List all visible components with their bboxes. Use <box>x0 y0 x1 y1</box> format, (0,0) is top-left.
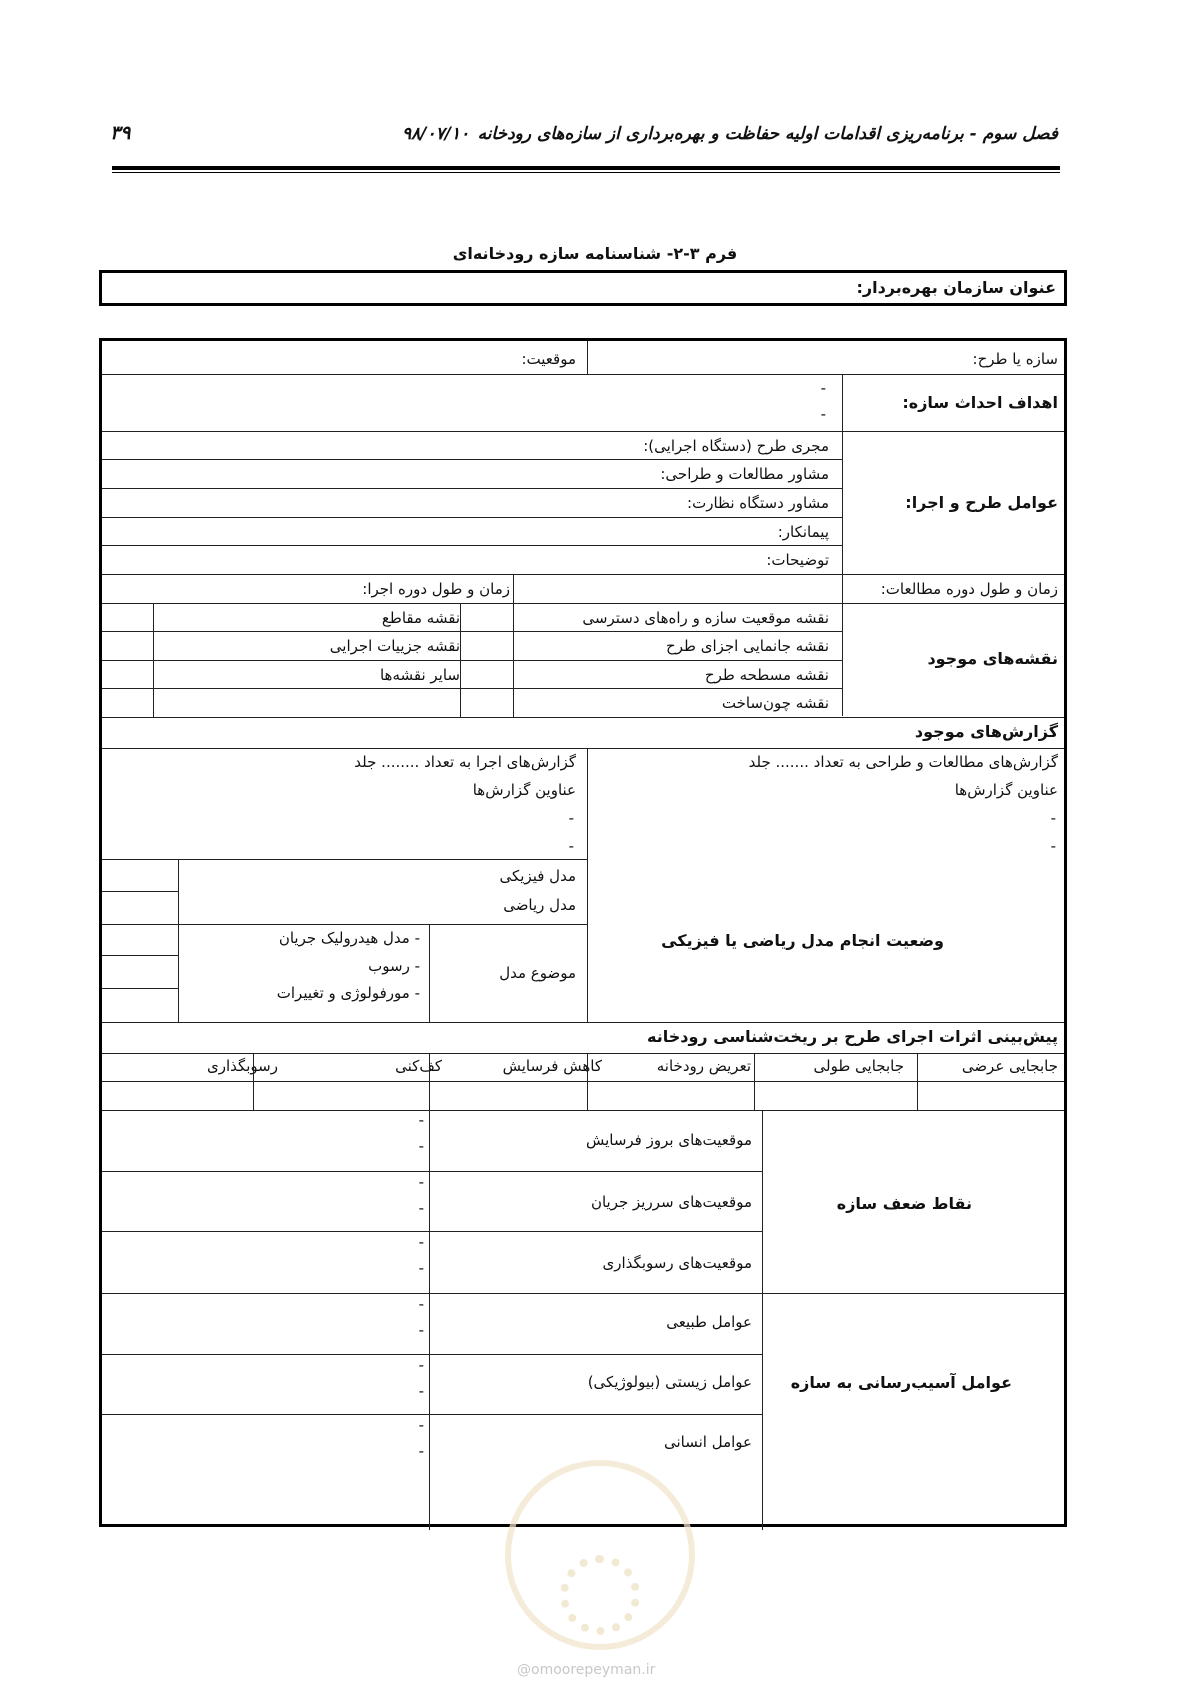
goal-dash: - <box>820 379 826 397</box>
pred-col-deposition: رسوبگذاری <box>206 1057 278 1075</box>
divider <box>102 891 179 892</box>
weak-dash: - <box>418 1233 424 1251</box>
divider <box>762 1110 763 1530</box>
divider <box>917 1053 918 1110</box>
agent-consultant-supervision: مشاور دستگاه نظارت: <box>687 494 829 512</box>
weak-dash: - <box>418 1199 424 1217</box>
weak-label: نقاط ضعف سازه <box>836 1194 972 1213</box>
damage-dash: - <box>418 1295 424 1313</box>
agent-notes: توضیحات: <box>766 551 829 569</box>
reports-label: گزارش‌های موجود <box>914 722 1058 741</box>
weak-overflow: موقعیت‌های سرریز جریان <box>590 1193 752 1211</box>
divider <box>429 1053 430 1110</box>
divider <box>102 859 588 860</box>
divider <box>429 924 430 1022</box>
map-sections: نقشه مقاطع <box>381 609 460 627</box>
location-label: موقعیت: <box>521 350 576 368</box>
watermark-url: @omoorepeyman.ir <box>517 1662 656 1678</box>
agent-contractor: پیمانکار: <box>777 523 829 541</box>
damage-dash: - <box>418 1442 424 1460</box>
divider <box>102 955 179 956</box>
pred-col-lateral: جابجایی عرضی <box>961 1057 1058 1075</box>
divider <box>253 1053 254 1110</box>
damage-natural: عوامل طبیعی <box>666 1313 752 1331</box>
structure-label: سازه یا طرح: <box>972 350 1058 368</box>
divider <box>102 374 1064 375</box>
divider <box>102 1053 1064 1054</box>
divider <box>178 859 179 1022</box>
pred-col-scour: کف‌کنی <box>395 1057 442 1075</box>
agents-label: عوامل طرح و اجرا: <box>905 493 1058 512</box>
divider <box>102 545 842 546</box>
weak-erosion: موقعیت‌های بروز فرسایش <box>585 1131 752 1149</box>
agent-executor: مجری طرح (دستگاه اجرایی): <box>643 437 829 455</box>
map-asbuilt: نقشه چون‌ساخت <box>721 694 829 712</box>
divider <box>587 748 588 859</box>
report-dash: - <box>568 837 574 855</box>
watermark-gear-icon <box>560 1555 640 1635</box>
map-location: نقشه موقعیت سازه و راه‌های دسترسی <box>582 609 829 627</box>
form-sheet <box>99 338 1067 1527</box>
divider <box>429 1110 430 1530</box>
org-title: عنوان سازمان بهره‌بردار: <box>856 278 1056 297</box>
map-layout: نقشه جانمایی اجزای طرح <box>666 637 829 655</box>
prediction-label: پیش‌بینی اثرات اجرای طرح بر ریخت‌شناسی رودخانه <box>647 1027 1058 1046</box>
report-titles-right: عناوین گزارش‌ها <box>954 781 1058 799</box>
study-time-label: زمان و طول دوره مطالعات: <box>880 580 1058 598</box>
page-date: ۹۸/۰۷/۱۰ <box>402 124 470 144</box>
map-plan: نقشه مسطحه طرح <box>704 666 829 684</box>
damage-human: عوامل انسانی <box>663 1433 752 1451</box>
physical-model: مدل فیزیکی <box>499 867 576 885</box>
model-status-label: وضعیت انجام مدل ریاضی یا فیزیکی <box>661 931 944 950</box>
divider <box>754 1053 755 1110</box>
divider <box>513 574 514 717</box>
divider <box>102 717 1064 718</box>
map-details: نقشه جزییات اجرایی <box>329 637 460 655</box>
header-rule <box>112 166 1060 170</box>
divider <box>102 924 588 925</box>
divider <box>102 1171 763 1172</box>
report-titles-left: عناوین گزارش‌ها <box>472 781 576 799</box>
divider <box>102 1354 763 1355</box>
model-item-morphology: - مورفولوژی و تغییرات <box>276 984 420 1002</box>
goal-dash: - <box>820 405 826 423</box>
damage-dash: - <box>418 1321 424 1339</box>
divider <box>102 574 1064 575</box>
weak-dash: - <box>418 1173 424 1191</box>
divider <box>102 1414 763 1415</box>
pred-col-longitudinal: جابجایی طولی <box>813 1057 904 1075</box>
reports-exec: گزارش‌های اجرا به تعداد ........ جلد <box>354 753 576 771</box>
divider <box>102 1231 763 1232</box>
divider <box>587 341 588 374</box>
goals-label: اهداف احداث سازه: <box>902 393 1058 412</box>
weak-dash: - <box>418 1137 424 1155</box>
model-subject: موضوع مدل <box>499 964 576 982</box>
divider <box>102 431 1064 432</box>
divider <box>102 988 179 989</box>
form-title: فرم ۳-۲- شناسنامه سازه رودخانه‌ای <box>452 244 738 263</box>
report-dash: - <box>568 809 574 827</box>
page-number: ۳۹ <box>110 122 131 144</box>
divider <box>102 459 842 460</box>
divider <box>102 748 1064 749</box>
divider <box>102 1081 1064 1082</box>
pred-col-widening: تعریض رودخانه <box>656 1057 751 1075</box>
weak-deposition: موقعیت‌های رسوبگذاری <box>602 1254 752 1272</box>
exec-time-label: زمان و طول دوره اجرا: <box>362 580 510 598</box>
damage-label: عوامل آسیب‌رسانی به سازه <box>790 1373 1012 1392</box>
divider <box>102 1022 1064 1023</box>
divider <box>102 1293 1064 1294</box>
divider <box>842 374 843 716</box>
divider <box>102 631 842 632</box>
weak-dash: - <box>418 1111 424 1129</box>
damage-biological: عوامل زیستی (بیولوژیکی) <box>587 1373 752 1391</box>
report-dash: - <box>1050 837 1056 855</box>
model-item-sediment: - رسوب <box>368 957 420 975</box>
model-item-hydraulic: - مدل هیدرولیک جریان <box>278 929 420 947</box>
report-dash: - <box>1050 809 1056 827</box>
weak-dash: - <box>418 1259 424 1277</box>
map-other: سایر نقشه‌ها <box>379 666 460 684</box>
damage-dash: - <box>418 1382 424 1400</box>
divider <box>102 660 842 661</box>
divider <box>102 488 842 489</box>
header-rule-thin <box>112 172 1060 173</box>
divider <box>102 688 842 689</box>
reports-study: گزارش‌های مطالعات و طراحی به تعداد ....... جلد <box>748 753 1058 771</box>
math-model: مدل ریاضی <box>503 896 576 914</box>
maps-label: نقشه‌های موجود <box>927 649 1058 668</box>
damage-dash: - <box>418 1356 424 1374</box>
damage-dash: - <box>418 1416 424 1434</box>
divider <box>587 1053 588 1110</box>
divider <box>102 603 1064 604</box>
org-title-box <box>99 270 1067 306</box>
divider <box>102 517 842 518</box>
agent-consultant-study: مشاور مطالعات و طراحی: <box>660 465 829 483</box>
pred-col-erosion: کاهش فرسایش <box>502 1057 602 1075</box>
divider <box>102 1110 1064 1111</box>
divider <box>587 859 588 1022</box>
chapter-title: فصل سوم - برنامه‌ریزی اقدامات اولیه حفاظت و بهره‌برداری از سازه‌های رودخانه <box>477 124 1058 144</box>
